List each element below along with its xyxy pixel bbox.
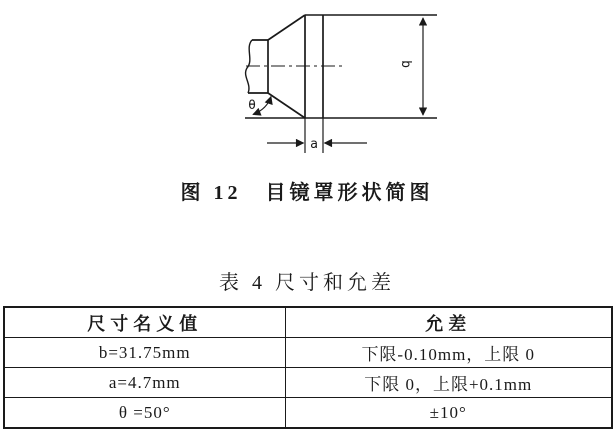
col-header-tolerance: 允差 [285, 307, 612, 338]
table-title: 表 4 尺寸和允差 [219, 272, 395, 294]
angle-theta-label: θ [248, 98, 256, 113]
table-row-b [4, 338, 612, 368]
table-row-theta [4, 398, 612, 429]
tolerance-table [3, 306, 613, 429]
nominal-value-cell: b=31.75mm [4, 338, 285, 368]
table-header-row [4, 307, 612, 338]
eyepiece-cover-diagram [0, 0, 614, 165]
dimension-a-label: a [310, 137, 318, 152]
figure-caption: 图 12 目镜罩形状简图 [180, 182, 434, 204]
table-row-a [4, 368, 612, 398]
nominal-value-cell: a=4.7mm [4, 368, 285, 398]
tolerance-cell: ±10° [285, 398, 612, 429]
tolerance-cell: 下限-0.10mm，上限 0 [285, 338, 612, 368]
nominal-value-cell: θ =50° [4, 398, 285, 429]
col-header-nominal: 尺寸名义值 [4, 307, 285, 338]
tolerance-cell: 下限 0，上限+0.1mm [285, 368, 612, 398]
dimension-b-label: b [398, 60, 413, 68]
